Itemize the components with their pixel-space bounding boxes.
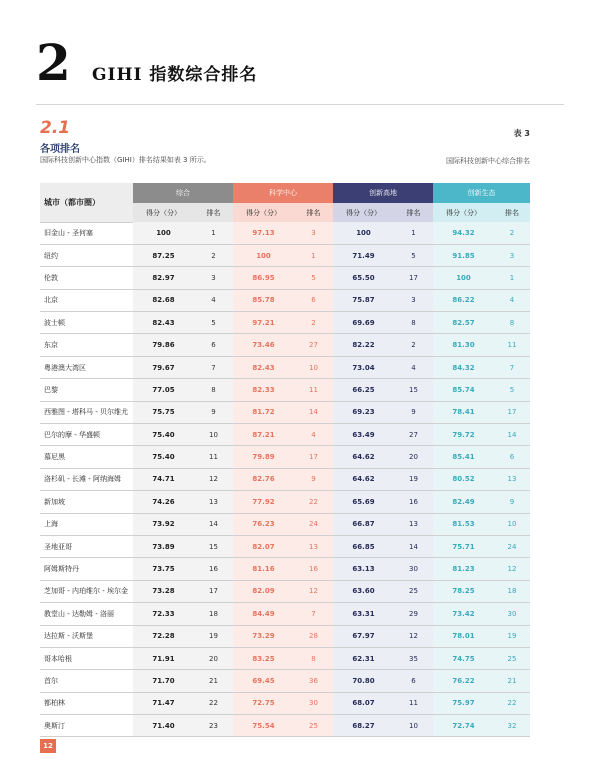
overall-score-cell: 82.97 — [133, 267, 194, 289]
ecosystem-rank-cell: 8 — [494, 312, 530, 334]
sub-header-rank: 排名 — [294, 203, 333, 222]
innovation-score-cell: 63.60 — [333, 580, 394, 602]
overall-rank-cell: 8 — [194, 379, 233, 401]
ecosystem-rank-cell: 30 — [494, 603, 530, 625]
table-caption: 国际科技创新中心综合排名 — [446, 157, 530, 165]
chapter-title-latin: GIHI — [92, 65, 143, 85]
table-row — [40, 379, 530, 401]
ecosystem-score-cell: 80.52 — [433, 468, 494, 490]
overall-score-cell: 82.68 — [133, 289, 194, 311]
science-rank-cell: 25 — [294, 715, 333, 737]
ecosystem-rank-cell: 1 — [494, 267, 530, 289]
innovation-score-cell: 68.07 — [333, 692, 394, 714]
sub-header-score: 得分（分） — [333, 203, 394, 222]
ecosystem-rank-cell: 18 — [494, 580, 530, 602]
innovation-rank-cell: 9 — [394, 401, 433, 423]
overall-rank-cell: 17 — [194, 580, 233, 602]
group-header-overall: 综合 — [133, 183, 233, 203]
science-rank-cell: 28 — [294, 625, 333, 647]
overall-rank-cell: 15 — [194, 535, 233, 557]
overall-rank-cell: 10 — [194, 424, 233, 446]
innovation-score-cell: 66.25 — [333, 379, 394, 401]
innovation-rank-cell: 12 — [394, 625, 433, 647]
innovation-rank-cell: 5 — [394, 244, 433, 266]
ecosystem-rank-cell: 14 — [494, 424, 530, 446]
innovation-rank-cell: 11 — [394, 692, 433, 714]
ecosystem-rank-cell: 3 — [494, 244, 530, 266]
overall-rank-cell: 19 — [194, 625, 233, 647]
science-rank-cell: 1 — [294, 244, 333, 266]
innovation-score-cell: 100 — [333, 222, 394, 244]
overall-rank-cell: 2 — [194, 244, 233, 266]
innovation-score-cell: 63.13 — [333, 558, 394, 580]
ecosystem-rank-cell: 21 — [494, 670, 530, 692]
ecosystem-rank-cell: 10 — [494, 513, 530, 535]
science-rank-cell: 6 — [294, 289, 333, 311]
overall-rank-cell: 9 — [194, 401, 233, 423]
city-cell: 新加坡 — [44, 497, 65, 506]
overall-rank-cell: 14 — [194, 513, 233, 535]
science-rank-cell: 10 — [294, 356, 333, 378]
science-rank-cell: 2 — [294, 312, 333, 334]
city-cell: 巴黎 — [44, 385, 58, 394]
science-score-cell: 100 — [233, 244, 294, 266]
overall-rank-cell: 13 — [194, 491, 233, 513]
innovation-score-cell: 66.87 — [333, 513, 394, 535]
science-score-cell: 87.21 — [233, 424, 294, 446]
overall-score-cell: 73.75 — [133, 558, 194, 580]
innovation-score-cell: 82.22 — [333, 334, 394, 356]
science-score-cell: 75.54 — [233, 715, 294, 737]
science-score-cell: 76.23 — [233, 513, 294, 535]
chapter-number: 2 — [36, 33, 71, 92]
science-rank-cell: 3 — [294, 222, 333, 244]
innovation-score-cell: 65.50 — [333, 267, 394, 289]
overall-score-cell: 75.40 — [133, 424, 194, 446]
ecosystem-rank-cell: 19 — [494, 625, 530, 647]
city-cell: 洛杉矶 - 长滩 - 阿纳海姆 — [44, 475, 121, 484]
ranking-table-container — [40, 183, 530, 737]
table-row — [40, 558, 530, 580]
city-cell: 阿姆斯特丹 — [44, 565, 79, 574]
city-cell: 伦敦 — [44, 273, 58, 282]
overall-rank-cell: 4 — [194, 289, 233, 311]
city-cell: 慕尼黑 — [44, 453, 65, 462]
science-score-cell: 85.78 — [233, 289, 294, 311]
group-header-science: 科学中心 — [233, 183, 333, 203]
city-cell: 圣地亚哥 — [44, 542, 72, 551]
table-row — [40, 356, 530, 378]
page-number: 12 — [40, 739, 56, 753]
science-score-cell: 84.49 — [233, 603, 294, 625]
overall-rank-cell: 22 — [194, 692, 233, 714]
innovation-score-cell: 66.85 — [333, 535, 394, 557]
sub-header-score: 得分（分） — [133, 203, 194, 222]
ecosystem-score-cell: 94.32 — [433, 222, 494, 244]
overall-score-cell: 71.70 — [133, 670, 194, 692]
ecosystem-score-cell: 85.74 — [433, 379, 494, 401]
innovation-rank-cell: 17 — [394, 267, 433, 289]
innovation-score-cell: 64.62 — [333, 468, 394, 490]
science-score-cell: 82.76 — [233, 468, 294, 490]
science-rank-cell: 13 — [294, 535, 333, 557]
city-cell: 西雅图 - 塔科马 - 贝尔维尤 — [44, 408, 128, 417]
ecosystem-score-cell: 78.41 — [433, 401, 494, 423]
science-rank-cell: 16 — [294, 558, 333, 580]
overall-rank-cell: 16 — [194, 558, 233, 580]
innovation-score-cell: 64.62 — [333, 446, 394, 468]
overall-score-cell: 87.25 — [133, 244, 194, 266]
chapter-title-rest: 指数综合排名 — [142, 65, 258, 85]
ecosystem-score-cell: 73.42 — [433, 603, 494, 625]
overall-rank-cell: 6 — [194, 334, 233, 356]
innovation-rank-cell: 15 — [394, 379, 433, 401]
innovation-score-cell: 67.97 — [333, 625, 394, 647]
city-cell: 纽约 — [44, 251, 58, 260]
ecosystem-score-cell: 76.22 — [433, 670, 494, 692]
table-row — [40, 468, 530, 490]
ecosystem-rank-cell: 17 — [494, 401, 530, 423]
ecosystem-score-cell: 78.25 — [433, 580, 494, 602]
ecosystem-rank-cell: 2 — [494, 222, 530, 244]
city-cell: 都柏林 — [44, 699, 65, 708]
science-rank-cell: 5 — [294, 267, 333, 289]
sub-header-rank: 排名 — [194, 203, 233, 222]
ecosystem-score-cell: 79.72 — [433, 424, 494, 446]
science-rank-cell: 9 — [294, 468, 333, 490]
innovation-rank-cell: 1 — [394, 222, 433, 244]
science-score-cell: 82.07 — [233, 535, 294, 557]
science-rank-cell: 11 — [294, 379, 333, 401]
ecosystem-score-cell: 85.41 — [433, 446, 494, 468]
ecosystem-rank-cell: 6 — [494, 446, 530, 468]
overall-score-cell: 74.26 — [133, 491, 194, 513]
table-label: 表 3 — [513, 129, 530, 138]
innovation-rank-cell: 8 — [394, 312, 433, 334]
table-row — [40, 692, 530, 714]
ecosystem-score-cell: 82.49 — [433, 491, 494, 513]
innovation-rank-cell: 10 — [394, 715, 433, 737]
city-cell: 东京 — [44, 341, 58, 350]
science-rank-cell: 30 — [294, 692, 333, 714]
ecosystem-score-cell: 72.74 — [433, 715, 494, 737]
ranking-table — [40, 183, 530, 737]
table-row — [40, 289, 530, 311]
science-rank-cell: 17 — [294, 446, 333, 468]
science-score-cell: 73.46 — [233, 334, 294, 356]
table-row — [40, 603, 530, 625]
science-score-cell: 97.13 — [233, 222, 294, 244]
overall-score-cell: 73.92 — [133, 513, 194, 535]
overall-score-cell: 75.75 — [133, 401, 194, 423]
table-row — [40, 401, 530, 423]
overall-score-cell: 71.47 — [133, 692, 194, 714]
ecosystem-score-cell: 91.85 — [433, 244, 494, 266]
science-rank-cell: 36 — [294, 670, 333, 692]
overall-rank-cell: 11 — [194, 446, 233, 468]
city-cell: 北京 — [44, 296, 58, 305]
ecosystem-score-cell: 74.75 — [433, 647, 494, 669]
overall-rank-cell: 23 — [194, 715, 233, 737]
innovation-rank-cell: 25 — [394, 580, 433, 602]
science-rank-cell: 14 — [294, 401, 333, 423]
innovation-score-cell: 63.49 — [333, 424, 394, 446]
ecosystem-rank-cell: 7 — [494, 356, 530, 378]
table-row — [40, 222, 530, 244]
city-cell: 旧金山 - 圣何塞 — [44, 229, 93, 238]
overall-rank-cell: 21 — [194, 670, 233, 692]
ecosystem-rank-cell: 9 — [494, 491, 530, 513]
science-score-cell: 82.33 — [233, 379, 294, 401]
city-cell: 首尔 — [44, 677, 58, 685]
table-row — [40, 535, 530, 557]
overall-score-cell: 73.28 — [133, 580, 194, 602]
city-column-header: 城市（都市圈） — [40, 183, 133, 222]
city-cell: 芝加哥 - 内珀维尔 - 埃尔金 — [44, 587, 128, 596]
innovation-rank-cell: 13 — [394, 513, 433, 535]
innovation-rank-cell: 29 — [394, 603, 433, 625]
overall-rank-cell: 20 — [194, 647, 233, 669]
overall-rank-cell: 1 — [194, 222, 233, 244]
ecosystem-rank-cell: 25 — [494, 647, 530, 669]
table-row — [40, 513, 530, 535]
innovation-rank-cell: 19 — [394, 468, 433, 490]
innovation-rank-cell: 16 — [394, 491, 433, 513]
sub-header-score: 得分（分） — [233, 203, 294, 222]
ecosystem-score-cell: 81.30 — [433, 334, 494, 356]
innovation-score-cell: 62.31 — [333, 647, 394, 669]
innovation-score-cell: 73.04 — [333, 356, 394, 378]
table-row — [40, 647, 530, 669]
overall-score-cell: 79.67 — [133, 356, 194, 378]
ecosystem-rank-cell: 22 — [494, 692, 530, 714]
ecosystem-rank-cell: 12 — [494, 558, 530, 580]
table-row — [40, 715, 530, 737]
city-cell: 教堂山 - 达勒姆 - 洛丽 — [44, 609, 114, 618]
overall-rank-cell: 3 — [194, 267, 233, 289]
science-rank-cell: 4 — [294, 424, 333, 446]
innovation-score-cell: 69.69 — [333, 312, 394, 334]
overall-score-cell: 100 — [133, 222, 194, 244]
science-score-cell: 81.72 — [233, 401, 294, 423]
ecosystem-rank-cell: 11 — [494, 334, 530, 356]
overall-score-cell: 77.05 — [133, 379, 194, 401]
city-cell: 奥斯汀 — [44, 721, 65, 730]
ecosystem-score-cell: 75.71 — [433, 535, 494, 557]
table-row — [40, 334, 530, 356]
science-rank-cell: 27 — [294, 334, 333, 356]
innovation-rank-cell: 35 — [394, 647, 433, 669]
overall-score-cell: 72.33 — [133, 603, 194, 625]
science-score-cell: 77.92 — [233, 491, 294, 513]
science-score-cell: 69.45 — [233, 670, 294, 692]
overall-rank-cell: 18 — [194, 603, 233, 625]
table-row — [40, 267, 530, 289]
overall-rank-cell: 12 — [194, 468, 233, 490]
ecosystem-score-cell: 84.32 — [433, 356, 494, 378]
science-score-cell: 83.25 — [233, 647, 294, 669]
table-row — [40, 446, 530, 468]
innovation-score-cell: 75.87 — [333, 289, 394, 311]
ecosystem-rank-cell: 32 — [494, 715, 530, 737]
innovation-score-cell: 69.23 — [333, 401, 394, 423]
city-cell: 波士顿 — [44, 318, 65, 327]
section-description: 国际科技创新中心指数（GIHI）排名结果如表 3 所示。 — [40, 156, 211, 164]
innovation-score-cell: 65.69 — [333, 491, 394, 513]
innovation-rank-cell: 2 — [394, 334, 433, 356]
ecosystem-score-cell: 78.01 — [433, 625, 494, 647]
innovation-rank-cell: 27 — [394, 424, 433, 446]
city-cell: 上海 — [44, 520, 58, 529]
innovation-score-cell: 70.80 — [333, 670, 394, 692]
table-row — [40, 312, 530, 334]
science-score-cell: 97.21 — [233, 312, 294, 334]
ecosystem-score-cell: 82.57 — [433, 312, 494, 334]
science-score-cell: 72.75 — [233, 692, 294, 714]
overall-score-cell: 71.40 — [133, 715, 194, 737]
overall-score-cell: 73.89 — [133, 535, 194, 557]
ecosystem-score-cell: 86.22 — [433, 289, 494, 311]
science-rank-cell: 22 — [294, 491, 333, 513]
science-score-cell: 82.09 — [233, 580, 294, 602]
science-score-cell: 82.43 — [233, 356, 294, 378]
sub-header-rank: 排名 — [394, 203, 433, 222]
city-cell: 达拉斯 - 沃斯堡 — [44, 632, 93, 641]
ecosystem-score-cell: 75.97 — [433, 692, 494, 714]
innovation-rank-cell: 6 — [394, 670, 433, 692]
innovation-rank-cell: 30 — [394, 558, 433, 580]
city-cell: 巴尔的摩 - 华盛顿 — [44, 430, 100, 439]
science-rank-cell: 24 — [294, 513, 333, 535]
overall-score-cell: 72.28 — [133, 625, 194, 647]
sub-header-score: 得分（分） — [433, 203, 494, 222]
overall-score-cell: 82.43 — [133, 312, 194, 334]
innovation-score-cell: 63.31 — [333, 603, 394, 625]
innovation-rank-cell: 4 — [394, 356, 433, 378]
city-cell: 哥本哈根 — [44, 654, 72, 663]
innovation-rank-cell: 20 — [394, 446, 433, 468]
science-rank-cell: 8 — [294, 647, 333, 669]
ecosystem-score-cell: 100 — [433, 267, 494, 289]
science-rank-cell: 7 — [294, 603, 333, 625]
overall-score-cell: 74.71 — [133, 468, 194, 490]
chapter-title — [92, 60, 257, 85]
innovation-rank-cell: 14 — [394, 535, 433, 557]
sub-header-rank: 排名 — [494, 203, 530, 222]
innovation-score-cell: 71.49 — [333, 244, 394, 266]
header-divider — [36, 104, 564, 105]
science-score-cell: 73.29 — [233, 625, 294, 647]
table-row — [40, 491, 530, 513]
ecosystem-rank-cell: 13 — [494, 468, 530, 490]
ecosystem-rank-cell: 24 — [494, 535, 530, 557]
overall-rank-cell: 7 — [194, 356, 233, 378]
ecosystem-rank-cell: 4 — [494, 289, 530, 311]
overall-rank-cell: 5 — [194, 312, 233, 334]
table-row — [40, 244, 530, 266]
city-cell: 粤港澳大湾区 — [44, 363, 86, 372]
overall-score-cell: 79.86 — [133, 334, 194, 356]
innovation-rank-cell: 3 — [394, 289, 433, 311]
overall-score-cell: 71.91 — [133, 647, 194, 669]
group-header-innovation: 创新高地 — [333, 183, 433, 203]
table-row — [40, 580, 530, 602]
science-score-cell: 86.95 — [233, 267, 294, 289]
ecosystem-rank-cell: 5 — [494, 379, 530, 401]
science-score-cell: 81.16 — [233, 558, 294, 580]
overall-score-cell: 75.40 — [133, 446, 194, 468]
section-number: 2.1 — [40, 118, 71, 138]
section-title: 各项排名 — [40, 144, 80, 155]
ranking-table-body — [40, 222, 530, 737]
innovation-score-cell: 68.27 — [333, 715, 394, 737]
ecosystem-score-cell: 81.53 — [433, 513, 494, 535]
ecosystem-score-cell: 81.23 — [433, 558, 494, 580]
table-row — [40, 625, 530, 647]
science-score-cell: 79.89 — [233, 446, 294, 468]
group-header-ecosystem: 创新生态 — [433, 183, 530, 203]
table-row — [40, 670, 530, 692]
table-row — [40, 424, 530, 446]
science-rank-cell: 12 — [294, 580, 333, 602]
